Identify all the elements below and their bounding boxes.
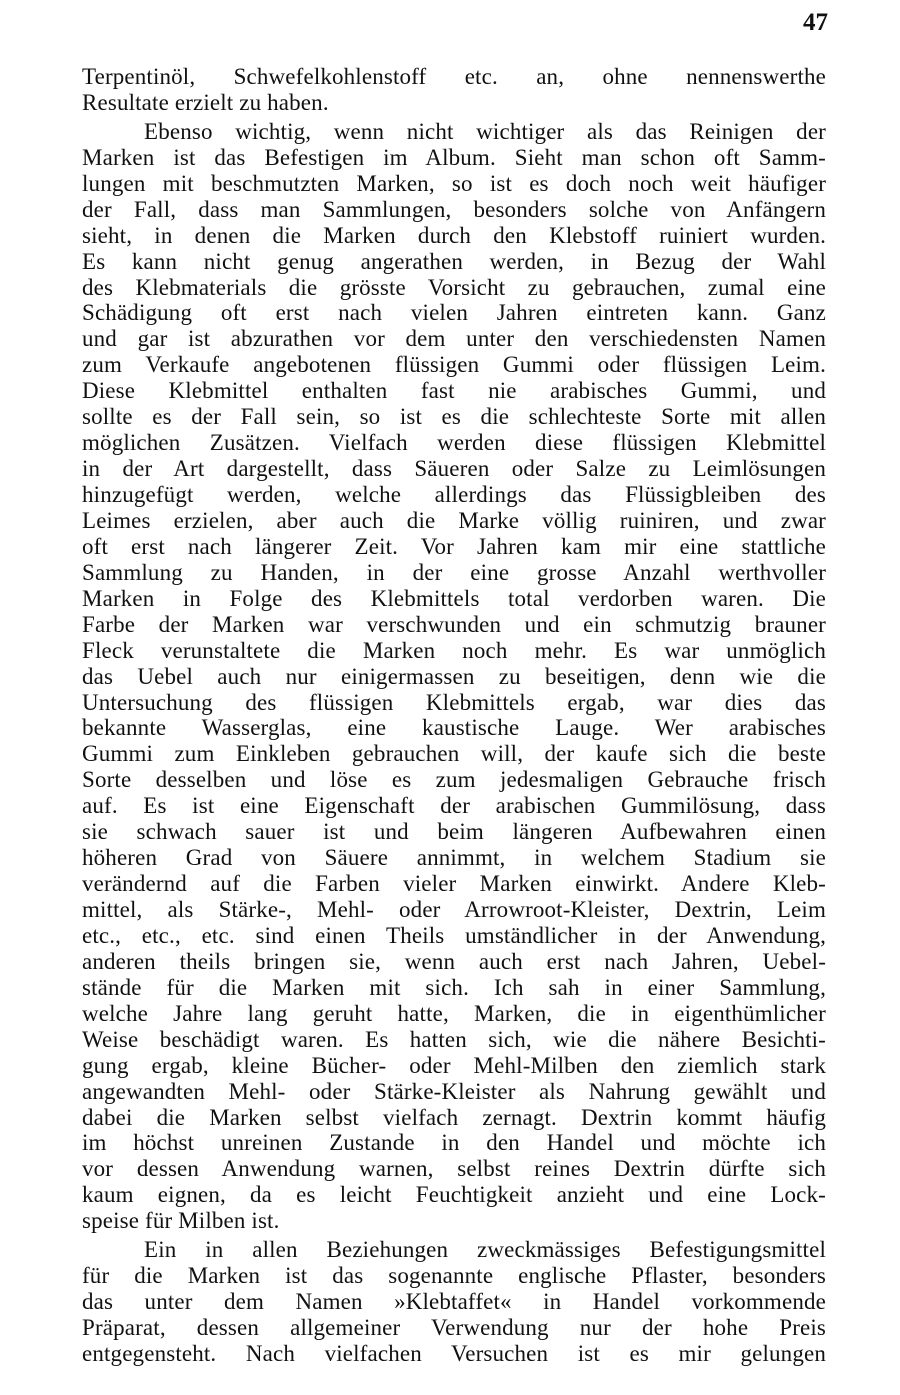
text-line: speise für Milben ist.	[82, 1208, 280, 1234]
text-line: vor dessen Anwendung warnen, selbst reines Dextrin dürfte sich	[82, 1156, 826, 1182]
text-line: in der Art dargestellt, dass Säueren oder Salze zu Leimlösungen	[82, 456, 826, 482]
text-line: Präparat, dessen allgemeiner Verwendung nur der hohe Preis	[82, 1315, 826, 1340]
text-line: sieht, in denen die Marken durch den Klebstoff ruiniert wurden.	[82, 222, 826, 248]
text-line: Resultate erzielt zu haben.	[82, 89, 329, 115]
text-line: hinzugefügt werden, welche allerdings das Flüssigbleiben des	[82, 482, 826, 507]
body-text	[82, 64, 826, 1367]
text-line: Sammlung zu Handen, in der eine grosse Anzahl werthvoller	[82, 559, 826, 585]
text-line: anderen theils bringen sie, wenn auch erst nach Jahren, Uebel-	[82, 948, 826, 974]
text-line: Ein in allen Beziehungen zweckmässiges Befestigungsmittel	[144, 1237, 826, 1263]
text-line: lungen mit beschmutzten Marken, so ist es doch noch weit häufiger	[82, 170, 826, 196]
text-line: stände für die Marken mit sich. Ich sah in einer Sammlung,	[82, 974, 826, 1000]
text-line: etc., etc., etc. sind einen Theils umständlicher in der Anwendung,	[82, 922, 826, 948]
text-line: kaum eignen, da es leicht Feuchtigkeit anzieht und eine Lock-	[82, 1182, 826, 1208]
text-line: Marken in Folge des Klebmittels total verdorben waren. Die	[82, 585, 826, 611]
text-line: Es kann nicht genug angerathen werden, in Bezug der Wahl	[82, 248, 826, 274]
text-line: sie schwach sauer ist und beim längeren Aufbewahren einen	[82, 819, 826, 845]
text-line: welche Jahre lang geruht hatte, Marken, die in eigenthümlicher	[82, 1000, 826, 1026]
text-line: sollte es der Fall sein, so ist es die schlechteste Sorte mit allen	[82, 404, 826, 430]
text-line: möglichen Zusätzen. Vielfach werden diese flüssigen Klebmittel	[82, 430, 826, 456]
text-line: oft erst nach längerer Zeit. Vor Jahren kam mir eine stattliche	[82, 533, 826, 559]
text-line: entgegensteht. Nach vielfachen Versuchen ist es mir gelungen	[82, 1340, 826, 1366]
text-line: höheren Grad von Säuere annimmt, in welchem Stadium sie	[82, 845, 826, 871]
text-line: und gar ist abzurathen vor dem unter den verschiedensten Namen	[82, 326, 826, 352]
text-line: Untersuchung des flüssigen Klebmittels ergab, war dies das	[82, 689, 826, 715]
text-line: im höchst unreinen Zustande in den Handel und möchte ich	[82, 1130, 826, 1156]
paragraph	[82, 64, 826, 116]
text-line: das unter dem Namen »Klebtaffet« in Handel vorkommende	[82, 1289, 826, 1315]
text-line: der Fall, dass man Sammlungen, besonders solche von Anfängern	[82, 196, 826, 222]
paragraph	[82, 1237, 826, 1367]
text-line: bekannte Wasserglas, eine kaustische Lauge. Wer arabisches	[82, 715, 826, 741]
text-line: mittel, als Stärke-, Mehl- oder Arrowroot-Kleister, Dextrin, Leim	[82, 897, 826, 922]
text-line: Leimes erzielen, aber auch die Marke völlig ruiniren, und zwar	[82, 507, 826, 533]
text-line: das Uebel auch nur einigermassen zu beseitigen, denn wie die	[82, 663, 826, 689]
text-line: Diese Klebmittel enthalten fast nie arabisches Gummi, und	[82, 378, 826, 404]
text-line: Gummi zum Einkleben gebrauchen will, der kaufe sich die beste	[82, 741, 826, 767]
text-line: zum Verkaufe angebotenen flüssigen Gummi oder flüssigen Leim.	[82, 352, 826, 378]
text-line: dabei die Marken selbst vielfach zernagt. Dextrin kommt häufig	[82, 1104, 826, 1130]
text-line: auf. Es ist eine Eigenschaft der arabischen Gummilösung, dass	[82, 793, 826, 819]
text-line: gung ergab, kleine Bücher- oder Mehl-Milben den ziemlich stark	[82, 1052, 826, 1078]
text-line: Ebenso wichtig, wenn nicht wichtiger als das Reinigen der	[144, 118, 826, 144]
page-number: 47	[803, 9, 828, 36]
text-line: Terpentinöl, Schwefelkohlenstoff etc. an, ohne nennenswerthe	[82, 64, 826, 89]
text-line: des Klebmaterials die grösste Vorsicht zu gebrauchen, zumal eine	[82, 274, 826, 300]
text-line: Farbe der Marken war verschwunden und ein schmutzig brauner	[82, 611, 826, 637]
text-line: Sorte desselben und löse es zum jedesmaligen Gebrauche frisch	[82, 767, 826, 793]
text-line: Marken ist das Befestigen im Album. Sieht man schon oft Samm-	[82, 144, 826, 170]
text-line: Fleck verunstaltete die Marken noch mehr. Es war unmöglich	[82, 637, 826, 663]
text-line: Schädigung oft erst nach vielen Jahren eintreten kann. Ganz	[82, 300, 826, 326]
paragraph	[82, 119, 826, 1234]
text-line: angewandten Mehl- oder Stärke-Kleister als Nahrung gewählt und	[82, 1078, 826, 1104]
text-line: verändernd auf die Farben vieler Marken einwirkt. Andere Kleb-	[82, 871, 826, 897]
text-line: Weise beschädigt waren. Es hatten sich, wie die nähere Besichti-	[82, 1026, 826, 1052]
text-line: für die Marken ist das sogenannte englische Pflaster, besonders	[82, 1263, 826, 1289]
